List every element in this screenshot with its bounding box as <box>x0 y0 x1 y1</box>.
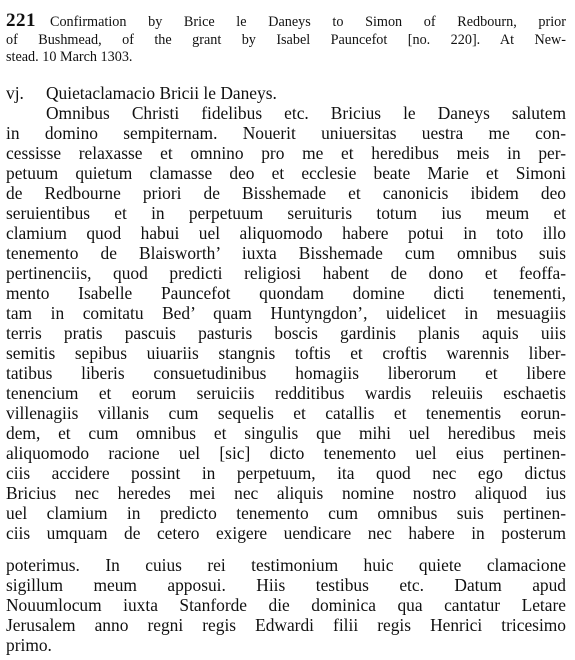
text-line: terris pratis pascuis pasturis boscis gardinis planis aquis uiis <box>6 322 566 343</box>
text-line: tenencium et eorum seruiciis redditibus wardis releuiis eschaetis <box>6 382 566 403</box>
page-gap <box>6 543 566 555</box>
text-line: cessisse relaxasse et omnino pro me et heredibus meis in per- <box>6 142 566 163</box>
text-line: dem, et cum omnibus et singulis que mihi uel heredibus meis <box>6 422 566 443</box>
entry-summary <box>6 12 566 67</box>
summary-line: stead. 10 March 1303. <box>6 49 133 65</box>
charter-title: Quietaclamacio Bricii le Daneys. <box>46 82 277 103</box>
text-line: Jerusalem anno regni regis Edwardi filii regis Henrici tricesimo <box>6 614 566 635</box>
text-line: Omnibus Christi fidelibus etc. Bricius le Daneys salutem <box>46 102 566 123</box>
text-line: villenagiis villanis cum sequelis et catallis et tenementis eorun- <box>6 402 566 423</box>
text-line: poterimus. In cuius rei testimonium huic quiete clamacione <box>6 554 566 575</box>
text-line: uel clamium in predicto tenemento cum omnibus suis pertinen- <box>6 502 566 523</box>
text-line: seruientibus et in perpetuum seruituris totum ius meum et <box>6 202 566 223</box>
summary-line: of Bushmead, of the grant by Isabel Pauncefot [no. 220]. At New- <box>6 31 566 48</box>
text-line: sigillum meum apposui. Hiis testibus etc. Datum apud <box>6 574 566 595</box>
text-line: in domino sempiternam. Nouerit uniuersitas uestra me con- <box>6 122 566 143</box>
text-line: Nouumlocum iuxta Stanforde die dominica qua cantatur Letare <box>6 594 566 615</box>
charter-heading <box>6 83 566 103</box>
text-line: pertinenciis, quod predicti religiosi habent de dono et feoffa- <box>6 262 566 283</box>
text-line: petuum quietum clamasse deo et ecclesie beate Marie et Simoni <box>6 162 566 183</box>
text-line: primo. <box>6 634 52 655</box>
charter-text <box>6 103 566 543</box>
text-line: tatibus liberis consuetudinibus homagiis liberorum et libere <box>6 362 566 383</box>
text-line: Bricius nec heredes mei nec aliquis nomine nostro aliquod ius <box>6 482 566 503</box>
document-page <box>6 12 566 655</box>
text-line: de Redbourne priori de Bisshemade et canonicis ibidem deo <box>6 182 566 203</box>
text-line: ciis umquam de cetero exigere uendicare nec habere in posterum <box>6 522 566 543</box>
text-line: aliquomodo racione uel [sic] dicto tenemento uel eius pertinen- <box>6 442 566 463</box>
text-line: clamium quod habui uel aliquomodo habere potui in toto illo <box>6 222 566 243</box>
text-line: tam in comitatu Bed’ quam Huntyngdon’, uidelicet in mesuagiis <box>6 302 566 323</box>
text-line: mento Isabelle Pauncefot quondam domine dicti tenementi, <box>6 282 566 303</box>
charter-text-continued <box>6 555 566 655</box>
entry-number: 221 <box>6 10 36 31</box>
summary-line: Confirmation by Brice le Daneys to Simon of Redbourn, prior <box>50 14 566 30</box>
text-line: semitis sepibus uiuariis stangnis toftis et croftis warennis liber- <box>6 342 566 363</box>
text-line: ciis accidere possint in perpetuum, ita quod nec ego dictus <box>6 462 566 483</box>
folio-reference: vj. <box>6 82 24 103</box>
text-line: tenemento de Blaisworth’ iuxta Bisshemade cum omnibus suis <box>6 242 566 263</box>
